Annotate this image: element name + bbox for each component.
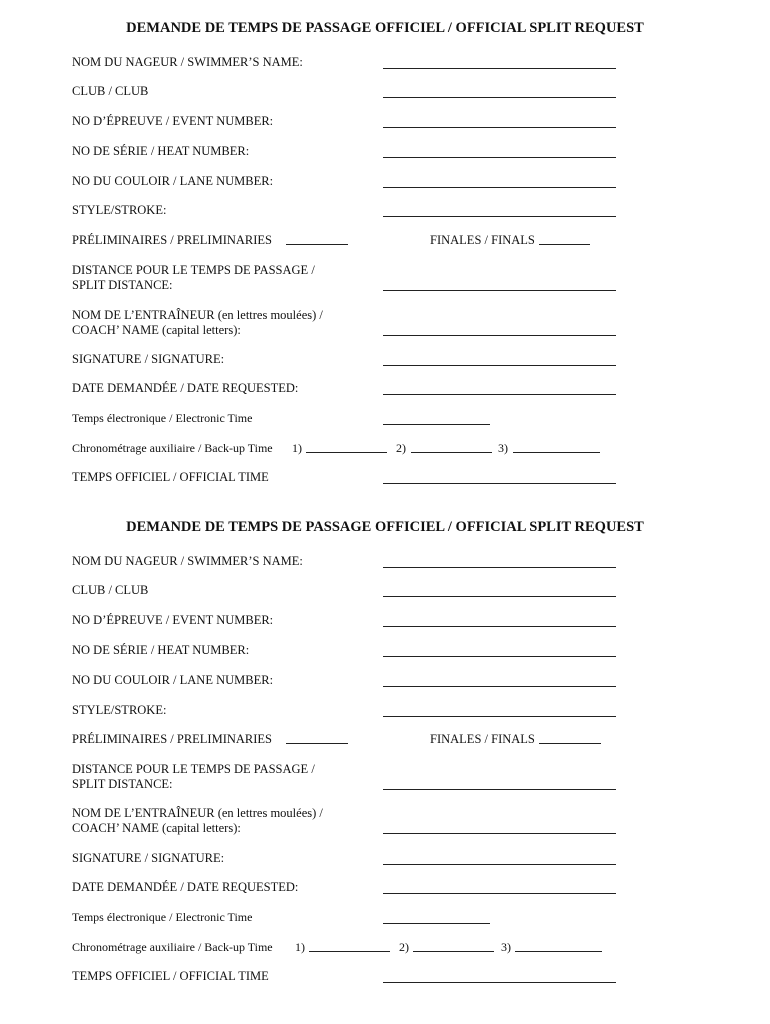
split-distance-label-en: SPLIT DISTANCE: [72, 278, 173, 292]
stroke-label: STYLE/STROKE: [72, 203, 167, 217]
split-distance-field[interactable] [383, 290, 616, 291]
official-time-label: TEMPS OFFICIEL / OFFICIAL TIME [72, 470, 269, 484]
electronic-time-label: Temps électronique / Electronic Time [72, 910, 253, 924]
stroke-field[interactable] [383, 716, 616, 717]
coach-name-label-fr: NOM DE L’ENTRAÎNEUR (en lettres moulées) / [72, 806, 323, 820]
stroke-label: STYLE/STROKE: [72, 703, 167, 717]
event-number-label: NO D’ÉPREUVE / EVENT NUMBER: [72, 613, 274, 627]
signature-field[interactable] [383, 864, 616, 865]
heat-number-field[interactable] [383, 656, 616, 657]
backup-1-label: 1) [295, 940, 305, 954]
backup-1-field[interactable] [306, 452, 387, 453]
club-label: CLUB / CLUB [72, 84, 149, 98]
split-distance-field[interactable] [383, 789, 616, 790]
stroke-field[interactable] [383, 216, 616, 217]
heat-number-label: NO DE SÉRIE / HEAT NUMBER: [72, 643, 250, 657]
event-number-field[interactable] [383, 127, 616, 128]
swimmer-name-label: NOM DU NAGEUR / SWIMMER’S NAME: [72, 554, 303, 568]
preliminaries-label: PRÉLIMINAIRES / PRELIMINARIES [72, 233, 273, 247]
official-time-label: TEMPS OFFICIEL / OFFICIAL TIME [72, 969, 269, 983]
backup-2-field[interactable] [413, 951, 494, 952]
official-time-field[interactable] [383, 483, 616, 484]
finals-field[interactable] [539, 743, 601, 744]
coach-name-field[interactable] [383, 833, 616, 834]
electronic-time-field[interactable] [383, 424, 490, 425]
date-requested-field[interactable] [383, 893, 616, 894]
swimmer-name-field[interactable] [383, 567, 616, 568]
club-field[interactable] [383, 97, 616, 98]
club-label: CLUB / CLUB [72, 583, 149, 597]
finals-label: FINALES / FINALS [430, 233, 535, 247]
form-title: DEMANDE DE TEMPS DE PASSAGE OFFICIEL / OFFICIAL SPLIT REQUEST [126, 20, 644, 36]
backup-3-field[interactable] [513, 452, 600, 453]
split-distance-label-en: SPLIT DISTANCE: [72, 777, 173, 791]
event-number-field[interactable] [383, 626, 616, 627]
official-time-field[interactable] [383, 982, 616, 983]
finals-field[interactable] [539, 244, 590, 245]
backup-2-field[interactable] [411, 452, 492, 453]
coach-name-field[interactable] [383, 335, 616, 336]
swimmer-name-label: NOM DU NAGEUR / SWIMMER’S NAME: [72, 55, 303, 69]
date-requested-label: DATE DEMANDÉE / DATE REQUESTED: [72, 880, 299, 894]
form-title: DEMANDE DE TEMPS DE PASSAGE OFFICIEL / OFFICIAL SPLIT REQUEST [126, 519, 644, 535]
signature-field[interactable] [383, 365, 616, 366]
backup-3-label: 3) [501, 940, 511, 954]
electronic-time-field[interactable] [383, 923, 490, 924]
finals-label: FINALES / FINALS [430, 732, 535, 746]
lane-number-label: NO DU COULOIR / LANE NUMBER: [72, 174, 274, 188]
backup-time-label: Chronométrage auxiliaire / Back-up Time [72, 940, 273, 954]
coach-name-label-en: COACH’ NAME (capital letters): [72, 821, 241, 835]
date-requested-field[interactable] [383, 394, 616, 395]
backup-1-field[interactable] [309, 951, 390, 952]
coach-name-label-fr: NOM DE L’ENTRAÎNEUR (en lettres moulées) / [72, 308, 323, 322]
preliminaries-field[interactable] [286, 244, 348, 245]
heat-number-field[interactable] [383, 157, 616, 158]
split-distance-label-fr: DISTANCE POUR LE TEMPS DE PASSAGE / [72, 263, 315, 277]
preliminaries-field[interactable] [286, 743, 348, 744]
coach-name-label-en: COACH’ NAME (capital letters): [72, 323, 241, 337]
backup-time-label: Chronométrage auxiliaire / Back-up Time [72, 441, 273, 455]
lane-number-field[interactable] [383, 187, 616, 188]
signature-label: SIGNATURE / SIGNATURE: [72, 851, 225, 865]
backup-1-label: 1) [292, 441, 302, 455]
signature-label: SIGNATURE / SIGNATURE: [72, 352, 225, 366]
event-number-label: NO D’ÉPREUVE / EVENT NUMBER: [72, 114, 274, 128]
club-field[interactable] [383, 596, 616, 597]
backup-2-label: 2) [396, 441, 406, 455]
split-distance-label-fr: DISTANCE POUR LE TEMPS DE PASSAGE / [72, 762, 315, 776]
date-requested-label: DATE DEMANDÉE / DATE REQUESTED: [72, 381, 299, 395]
lane-number-field[interactable] [383, 686, 616, 687]
backup-3-field[interactable] [515, 951, 602, 952]
electronic-time-label: Temps électronique / Electronic Time [72, 411, 253, 425]
heat-number-label: NO DE SÉRIE / HEAT NUMBER: [72, 144, 250, 158]
swimmer-name-field[interactable] [383, 68, 616, 69]
backup-3-label: 3) [498, 441, 508, 455]
preliminaries-label: PRÉLIMINAIRES / PRELIMINARIES [72, 732, 273, 746]
backup-2-label: 2) [399, 940, 409, 954]
lane-number-label: NO DU COULOIR / LANE NUMBER: [72, 673, 274, 687]
